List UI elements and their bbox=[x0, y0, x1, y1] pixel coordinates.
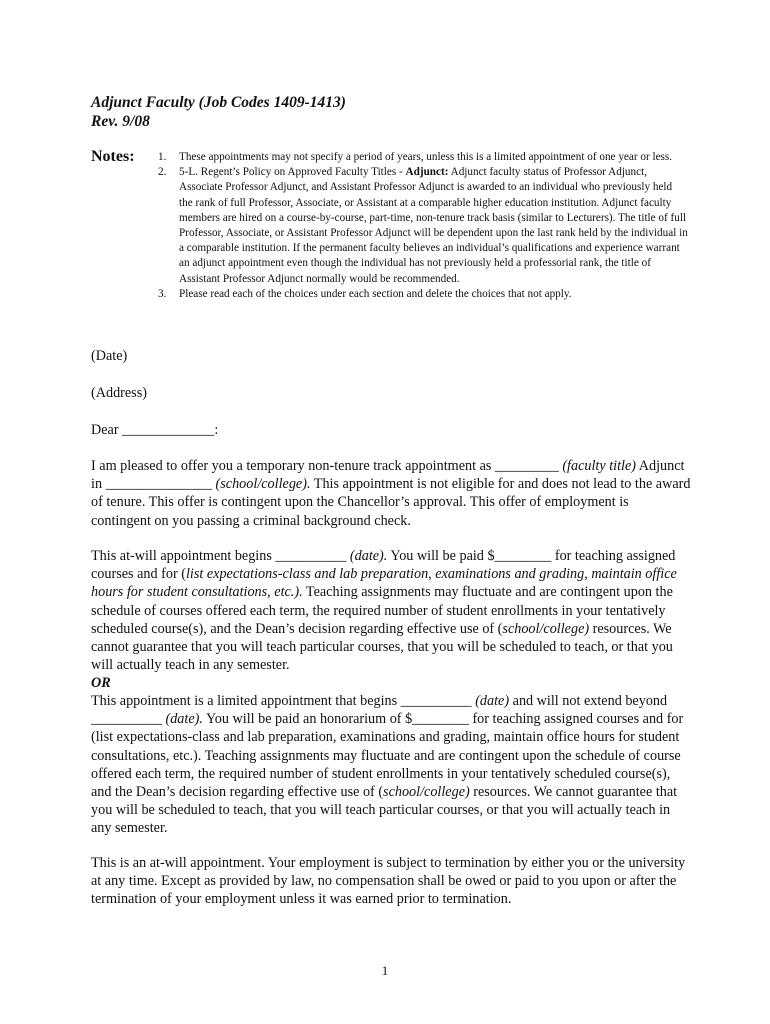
note-text: These appointments may not specify a period of years, unless this is a limited appointment of one year or less. bbox=[179, 151, 673, 163]
limited-appointment-paragraph bbox=[91, 692, 691, 838]
school-college-field: (school/college). bbox=[215, 476, 311, 493]
text-run: resources. We cannot guarantee that you will be scheduled to teach, that you will teach particular courses, or that you will actually teach in any semester. bbox=[91, 784, 678, 837]
text-run: This appointment is a limited appointment that begins __________ bbox=[91, 693, 476, 709]
text-run: You will be paid $________ for teaching assigned courses and for ( bbox=[91, 548, 676, 583]
expectations-field: list expectations-class and lab preparation, examinations and grading, maintain office hours for student consultations, etc.). bbox=[91, 566, 677, 601]
document-header bbox=[91, 93, 346, 131]
note-number: 1. bbox=[158, 151, 167, 163]
school-college-field: school/college) bbox=[502, 620, 590, 637]
school-college-field: school/college) bbox=[383, 784, 470, 801]
note-item bbox=[158, 287, 688, 302]
date-placeholder: (Date) bbox=[91, 348, 128, 364]
text-run: Teaching assignments may fluctuate and are contingent upon the schedule of courses offered each term, the required number of student enrollments in your tentatively scheduled course(s), and the Dean’s decision regarding effective use of ( bbox=[91, 584, 673, 637]
text-run: This at-will appointment begins __________ bbox=[91, 548, 350, 564]
note-prefix: 5-L. Regent’s Policy on Approved Faculty Titles - bbox=[179, 166, 406, 179]
notes-list bbox=[158, 150, 688, 302]
at-will-paragraph bbox=[91, 547, 691, 674]
note-item bbox=[158, 150, 688, 165]
note-item bbox=[158, 165, 688, 287]
note-number: 3. bbox=[158, 287, 167, 300]
notes-label: Notes: bbox=[91, 148, 135, 165]
offer-paragraph bbox=[91, 457, 691, 530]
salutation: Dear _____________: bbox=[91, 422, 219, 438]
note-text: Adjunct faculty status of Professor Adjunct, Associate Professor Adjunct, and Assistant Professor Adjunct is awarded to an individual who previously held the rank of full Professor, Associate, or Assistant at a comparable higher education institution. Adjunct faculty members are hired on a course-by-course, part-time, non-tenure track basis (similar to Lecturers). The title of full Professor, Associate, or Assistant Professor Adjunct will be dependent upon the last rank held by the individual in a comparable institution. If the permanent faculty believes an individual’s qualifications and experience warrant an adjunct appointment even though the individual has not previously held a professorial rank, the title of Assistant Professor Adjunct normally would be recommended. bbox=[179, 166, 688, 285]
or-separator: OR bbox=[91, 675, 111, 691]
text-run: resources. We cannot guarantee that you will teach particular courses, that you will be scheduled to teach, or that you will actually teach in any semester. bbox=[91, 620, 673, 674]
date-field: (date). bbox=[349, 548, 388, 564]
text-run: This appointment is not eligible for and does not lead to the award of tenure. This offer is contingent upon the Chancellor’s approval. This offer of employment is contingent on you passing a criminal background check. bbox=[91, 476, 691, 529]
date-field: (date). bbox=[165, 711, 203, 728]
note-bold-term: Adjunct: bbox=[405, 166, 449, 179]
note-number: 2. bbox=[158, 166, 167, 179]
note-text: Please read each of the choices under each section and delete the choices that not apply. bbox=[179, 287, 572, 300]
text-run: I am pleased to offer you a temporary non-tenure track appointment as _________ bbox=[91, 458, 563, 474]
termination-paragraph: This is an at-will appointment. Your employment is subject to termination by either you or the university at any time. Except as provided by law, no compensation shall be owed or paid to you upon or after the termination of your employment unless it was earned prior to termination. bbox=[91, 855, 686, 908]
text-run: You will be paid an honorarium of $________ for teaching assigned courses and for (list expectations-class and lab preparation, examinations and grading, maintain office hours for student consultations, etc.). Teaching assignments may fluctuate and are contingent upon the schedule of course offered each term, the required number of student enrollments in your tentatively scheduled course(s), and the Dean’s decision regarding effective use of ( bbox=[91, 711, 684, 801]
page-number: 1 bbox=[381, 963, 389, 978]
faculty-title-field: (faculty title) bbox=[562, 458, 636, 474]
date-field: (date) bbox=[475, 693, 510, 709]
text-run: and will not extend beyond __________ bbox=[91, 693, 668, 728]
revision-label: Rev. 9/08 bbox=[91, 113, 150, 130]
text-run: Adjunct in _______________ bbox=[91, 458, 685, 493]
document-title: Adjunct Faculty (Job Codes 1409-1413) bbox=[91, 94, 346, 111]
address-placeholder: (Address) bbox=[91, 385, 147, 401]
